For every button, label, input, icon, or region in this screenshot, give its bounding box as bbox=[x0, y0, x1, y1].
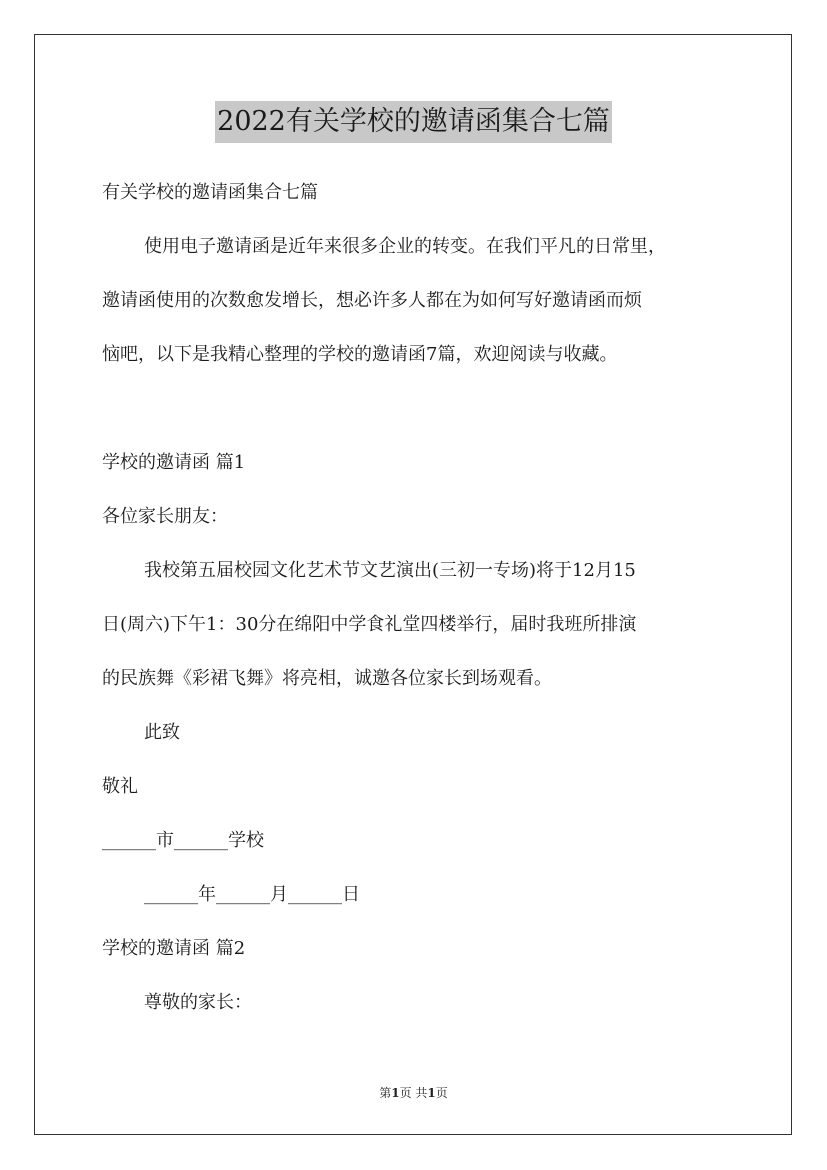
intro-line-3: 恼吧，以下是我精心整理的学校的邀请函7篇，欢迎阅读与收藏。 bbox=[102, 344, 618, 365]
document-body bbox=[102, 166, 742, 1030]
section-2-heading: 学校的邀请函 篇2 bbox=[102, 938, 246, 959]
section-1-body-line-2: 日(周六)下午1：30分在绵阳中学食礼堂四楼举行，届时我班所排演 bbox=[102, 614, 637, 635]
footer-page-current: 1 bbox=[391, 1086, 400, 1100]
document-title-text: 2022有关学校的邀请函集合七篇 bbox=[215, 101, 612, 143]
section-1-body-line-1: 我校第五届校园文化艺术节文艺演出(三初一专场)将于12月15 bbox=[144, 560, 636, 581]
section-1-regards: 敬礼 bbox=[102, 776, 138, 797]
footer-page-total: 1 bbox=[427, 1086, 436, 1100]
intro-line-1: 使用电子邀请函是近年来很多企业的转变。在我们平凡的日常里， bbox=[144, 236, 666, 257]
section-1-date: ______年______月______日 bbox=[144, 884, 360, 905]
paragraph-gap bbox=[102, 382, 742, 436]
footer-page-suffix: 页 bbox=[435, 1086, 448, 1100]
section-1-closing: 此致 bbox=[144, 722, 180, 743]
section-1-heading: 学校的邀请函 篇1 bbox=[102, 452, 246, 473]
footer-page-mid: 页 共 bbox=[399, 1086, 428, 1100]
page-footer bbox=[0, 1084, 827, 1102]
subtitle: 有关学校的邀请函集合七篇 bbox=[102, 182, 318, 203]
footer-page-prefix: 第 bbox=[379, 1086, 392, 1100]
document-title bbox=[0, 100, 827, 143]
section-2-salutation: 尊敬的家长： bbox=[144, 992, 252, 1013]
section-1-signature: ______市______学校 bbox=[102, 830, 264, 851]
intro-line-2: 邀请函使用的次数愈发增长，想必许多人都在为如何写好邀请函而烦 bbox=[102, 290, 642, 311]
section-1-salutation: 各位家长朋友： bbox=[102, 506, 228, 527]
section-1-body-line-3: 的民族舞《彩裙飞舞》将亮相，诚邀各位家长到场观看。 bbox=[102, 668, 552, 689]
